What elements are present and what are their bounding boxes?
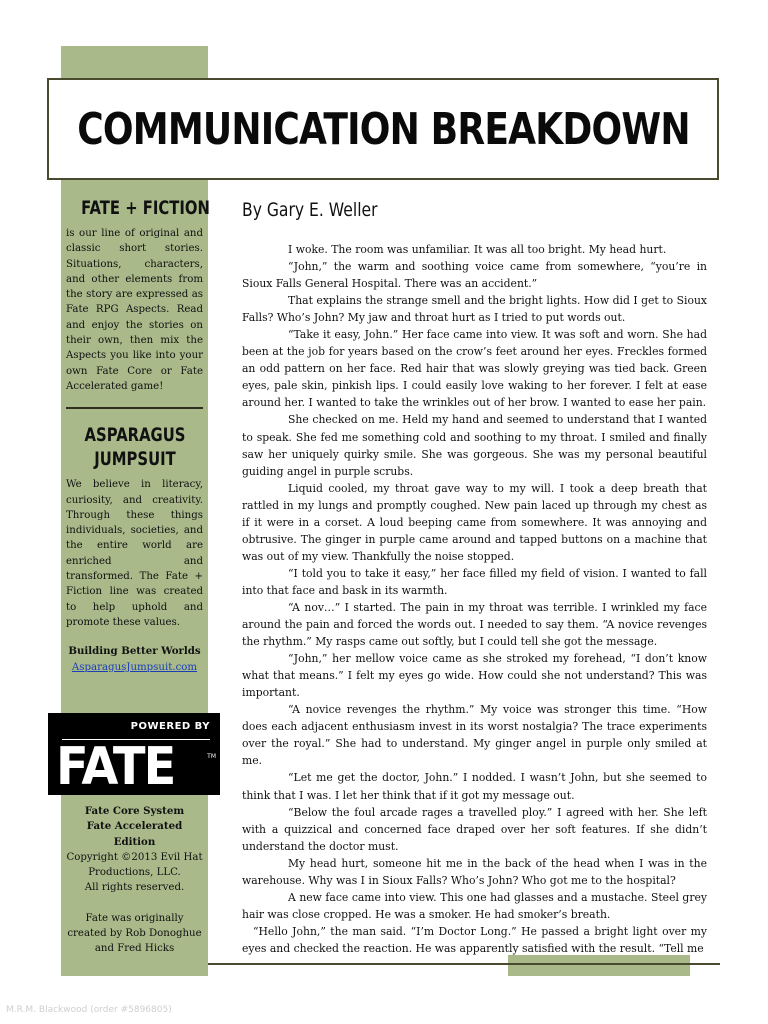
fate-fiction-heading: FATE + FICTION (81, 197, 210, 219)
story-paragraph: Liquid cooled, my throat gave way to my will. I took a deep breath that rattled in my lungs and promptly coughed. New pain laced up through my chest as if it were in a corset. A loud beeping came from somewhere. It was annoying and obtrusive. The ginger in purple came around and tapped buttons on a machine that was out of my view. Thankfully the noise stopped. (242, 481, 707, 563)
tagline: Building Better Worlds (68, 645, 201, 658)
story-paragraph: My head hurt, someone hit me in the back of the head when I was in the warehouse. Why was I in Sioux Falls? Who’s John? Who got me to the hospital? (242, 856, 707, 887)
story-paragraph: “John,” her mellow voice came as she stroked my forehead, “I don’t know what that means.” I felt my eyes go wide. How could she not understand? This was important. (242, 652, 707, 700)
credits (66, 804, 203, 957)
story-paragraph: “A novice revenges the rhythm.” My voice was stronger this time. “How does each adjacent enthusiasm invest in its worst nostalgia? The trace experiments over the royal.” She had to understand. My ginger angel in purple only smiled at me. (242, 703, 707, 768)
credits-line: Copyright ©2013 Evil Hat Productions, LLC. (66, 851, 203, 879)
footer-rule (208, 963, 720, 965)
page-title: COMMUNICATION BREAKDOWN (76, 103, 690, 155)
publisher-text: We believe in literacy, curiosity, and creativity. Through these things individuals, societies, and the entire world are enriched and transformed. The Fate + Fiction line was created to help uphold and promote these values. (66, 479, 203, 628)
fate-fiction-text: is our line of original and classic short stories. Situations, characters, and other elements from the story are expressed as Fate RPG Aspects. Read and enjoy the stories on their own, then mix the Aspects you like into your own Fate Core or Fate Accelerated game! (66, 228, 203, 392)
story-paragraph: “Let me get the doctor, John.” I nodded. I wasn’t John, but she seemed to think that I was. I let her think that if it got my message out. (242, 771, 707, 802)
powered-by-fate-logo (48, 713, 220, 795)
story-paragraph: “A nov…” I started. The pain in my throat was terrible. I wrinkled my face around the pain and forced the words out. I needed to say them. “A novice revenges the rhythm.” My rasps came out softly, but I could tell she got the message. (242, 600, 707, 649)
story-paragraph: I woke. The room was unfamiliar. It was all too bright. My head hurt. (288, 243, 667, 256)
sidebar (66, 196, 210, 675)
publisher-heading: ASPARAGUS JUMPSUIT (84, 424, 186, 471)
story-body (242, 241, 707, 957)
byline: By Gary E. Weller (242, 199, 378, 221)
story-paragraph: “John,” the warm and soothing voice came from somewhere, “you’re in Sioux Falls General Hospital. There was an accident.” (242, 260, 707, 291)
story-paragraph: “I told you to take it easy,” her face filled my field of vision. I wanted to fall into that face and bask in its warmth. (242, 566, 707, 597)
story-paragraph: “Hello John,” the man said. “I’m Doctor Long.” He passed a bright light over my eyes and checked the reaction. He was apparently satisfied with the result. “Tell me (242, 924, 707, 955)
story-paragraph: “Take it easy, John.” Her face came into view. It was soft and worn. She had been at the job for years based on the crow’s feet around her eyes. Freckles formed an odd pattern on her face. Red hair that was slowly greying was tied back. Green eyes, pale skin, pinkish lips. I could easily love waking to her forever. I felt at ease around her. I wanted to take the wrinkles out of her brow. I wanted to ease her pain. (242, 328, 707, 410)
credits-line: Fate Core System (84, 805, 185, 817)
logo-powered-by: POWERED BY (130, 721, 210, 732)
publisher-link[interactable]: AsparagusJumpsuit.com (71, 661, 198, 673)
watermark: M.R.M. Blackwood (order #5896805) (6, 1005, 172, 1015)
story-paragraph: A new face came into view. This one had glasses and a mustache. Steel grey hair was close cropped. He was a smoker. He had smoker’s breath. (242, 890, 707, 921)
story-paragraph: “Below the foul arcade rages a travelled ploy.” I agreed with her. She left with a quizzical and concerned face draped over her soft features. If she didn’t understand the doctor must. (242, 805, 707, 853)
credits-line: All rights reserved. (84, 882, 185, 894)
title-banner (47, 78, 719, 180)
story-paragraph: That explains the strange smell and the bright lights. How did I get to Sioux Falls? Who’s John? My jaw and throat hurt as I tried to put words out. (242, 294, 707, 325)
footer-accent (508, 955, 690, 976)
logo-word: FATE (56, 737, 175, 797)
credits-line: Fate Accelerated Edition (86, 820, 183, 848)
sidebar-divider (66, 407, 203, 409)
credits-line: Fate was originally created by Rob Donoghue and Fred Hicks (67, 912, 202, 955)
story-paragraph: She checked on me. Held my hand and seemed to understand that I wanted to speak. She fed me something cold and soothing to my throat. I smiled and finally saw her uniquely quirky smile. She was gorgeous. She was my personal beautiful guiding angel in purple scrubs. (242, 413, 707, 478)
logo-trademark: TM (207, 753, 216, 760)
